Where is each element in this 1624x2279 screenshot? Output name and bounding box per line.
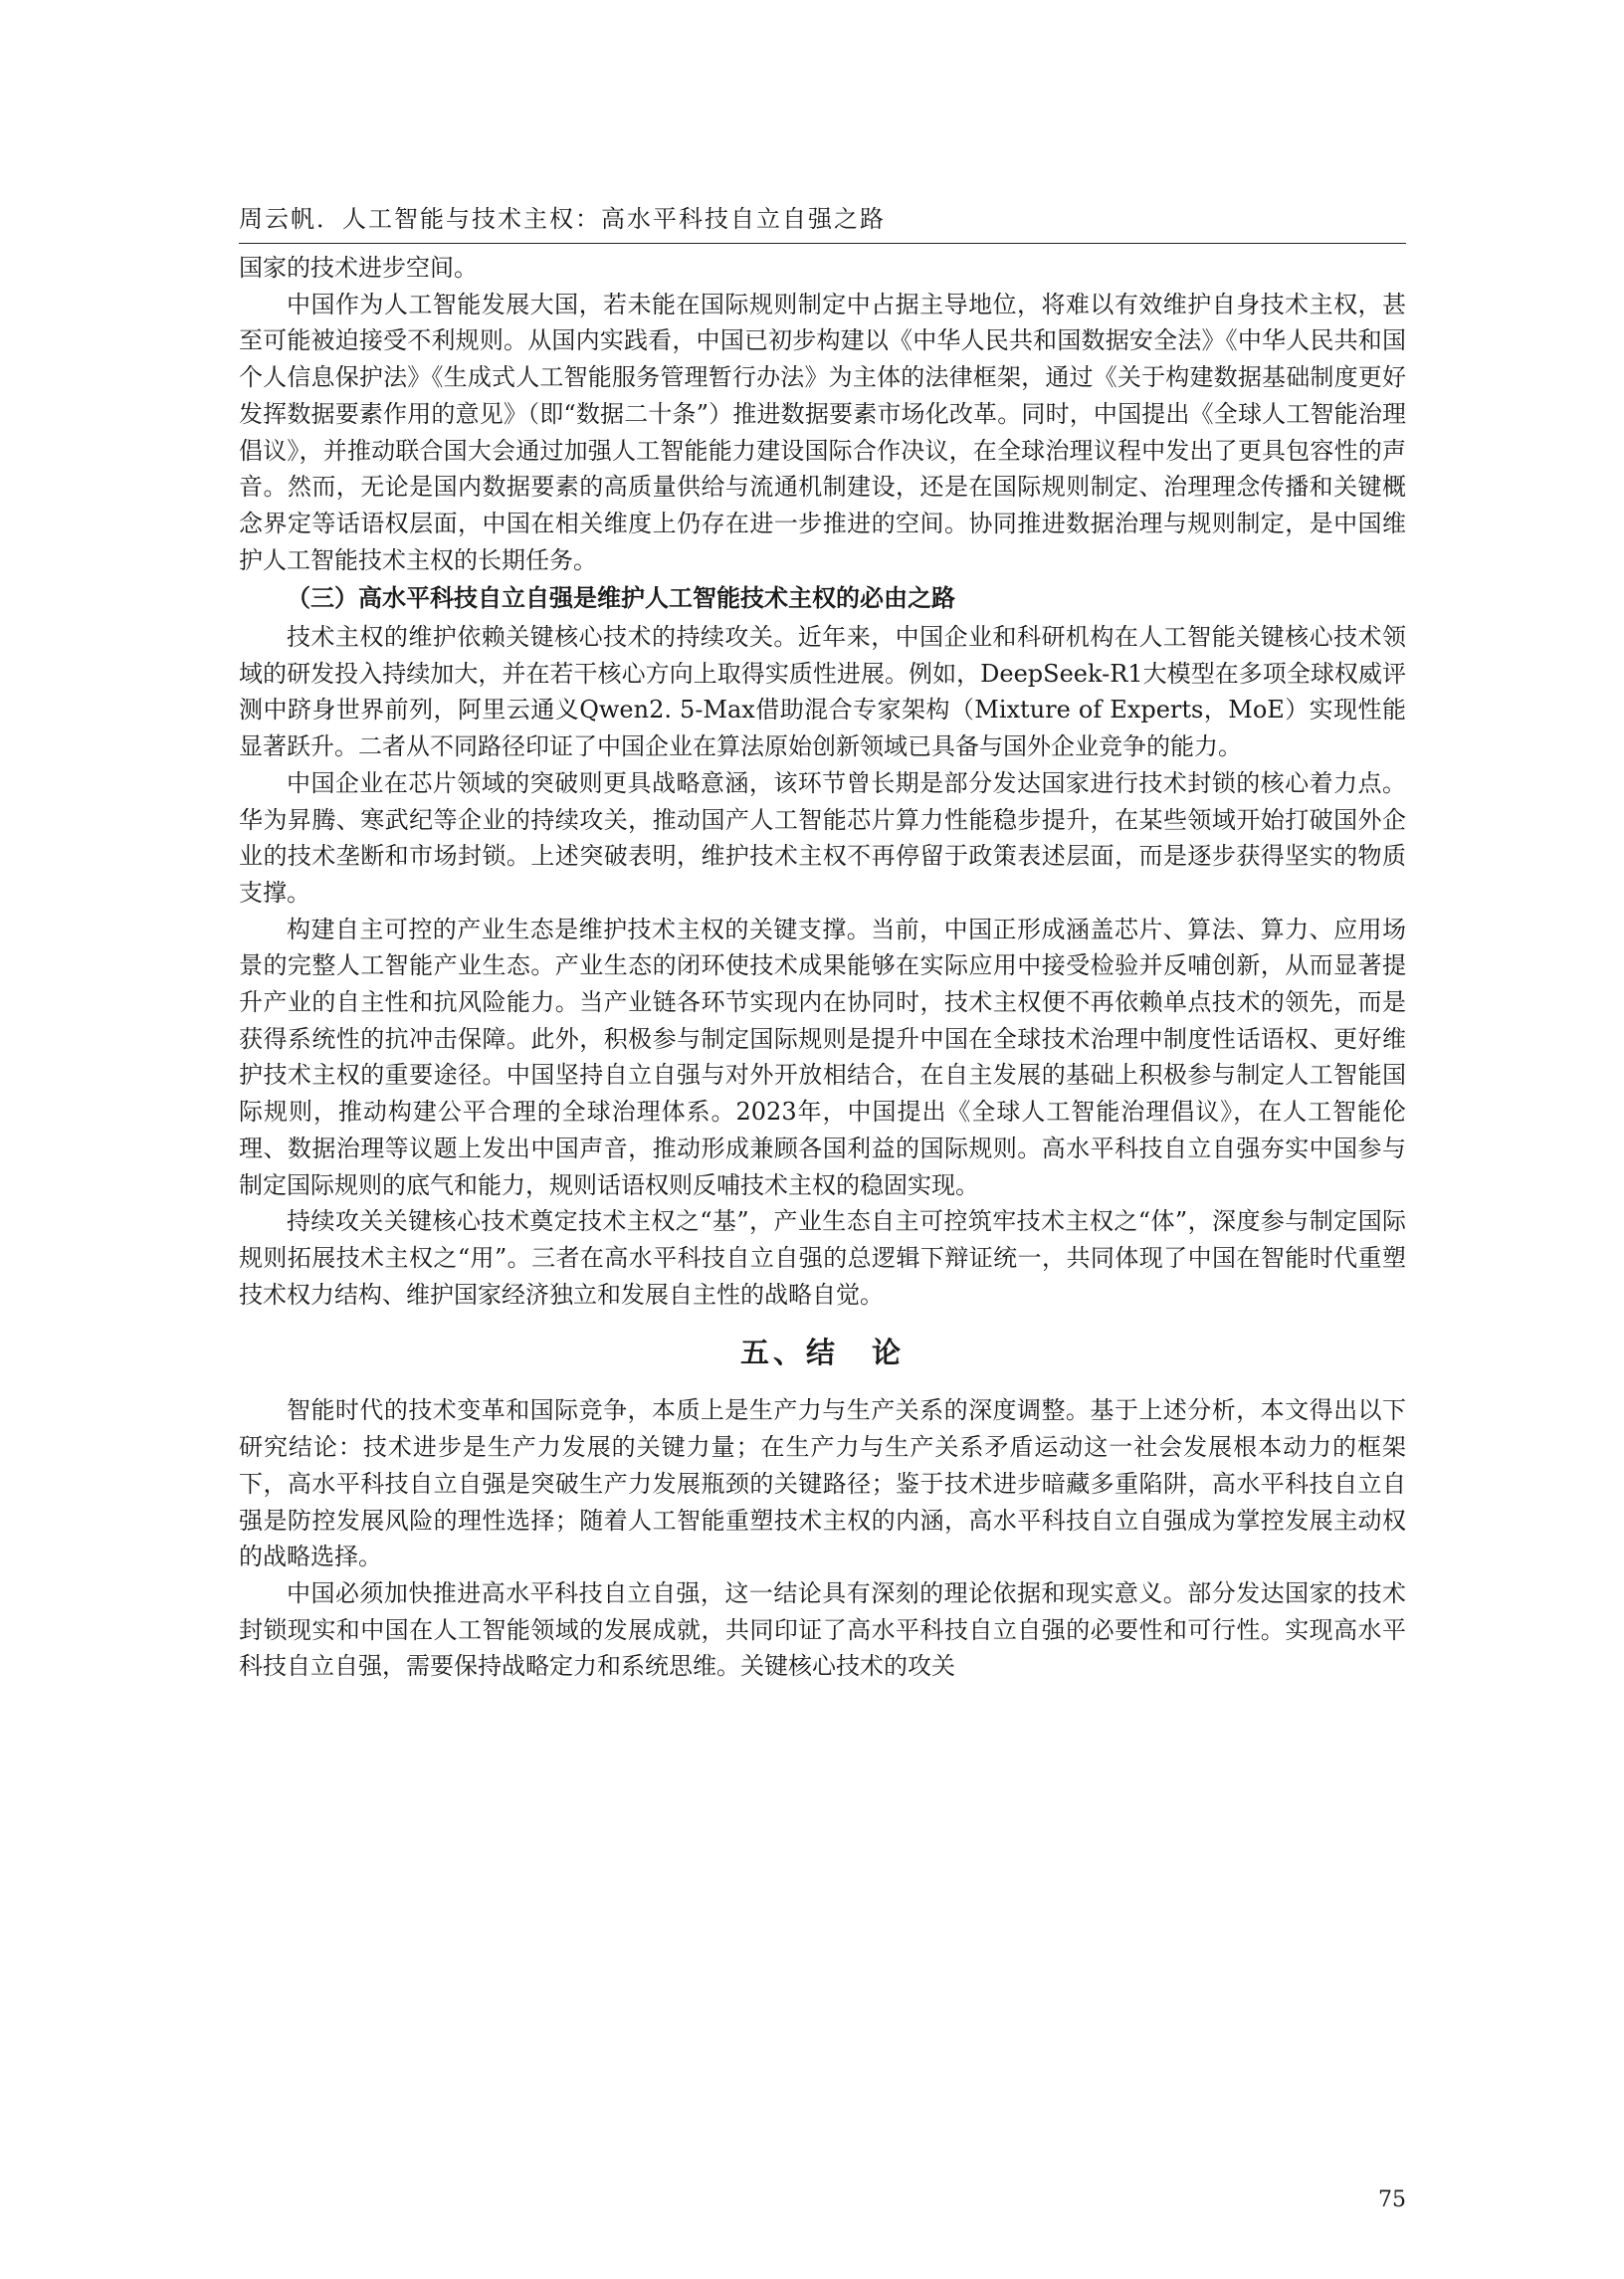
paragraph: 构建自主可控的产业生态是维护技术主权的关键支撑。当前，中国正形成涵盖芯片、算法、算力、应用场景的完整人工智能产业生态。产业生态的闭环使技术成果能够在实际应用中接受检验并反哺创新，从而显著提升产业的自主性和抗风险能力。当产业链各环节实现内在协同时，技术主权便不再依赖单点技术的领先，而是获得系统性的抗冲击保障。此外，积极参与制定国际规则是提升中国在全球技术治理中制度性话语权、更好维护技术主权的重要途径。中国坚持自立自强与对外开放相结合，在自主发展的基础上积极参与制定人工智能国际规则，推动构建公平合理的全球治理体系。2023年，中国提出《全球人工智能治理倡议》，在人工智能伦理、数据治理等议题上发出中国声音，推动形成兼顾各国利益的国际规则。高水平科技自立自强夯实中国参与制定国际规则的底气和能力，规则话语权则反哺技术主权的稳固实现。 (239, 915, 1406, 1199)
paragraph: 中国企业在芯片领域的突破则更具战略意涵，该环节曾长期是部分发达国家进行技术封锁的核心着力点。华为昇腾、寒武纪等企业的持续攻关，推动国产人工智能芯片算力性能稳步提升，在某些领域开始打破国外企业的技术垄断和市场封锁。上述突破表明，维护技术主权不再停留于政策表述层面，而是逐步获得坚实的物质支撑。 (239, 768, 1406, 907)
page-number: 75 (1378, 2187, 1406, 2212)
paragraph: 智能时代的技术变革和国际竞争，本质上是生产力与生产关系的深度调整。基于上述分析，本文得出以下研究结论：技术进步是生产力发展的关键力量；在生产力与生产关系矛盾运动这一社会发展根本动力的框架下，高水平科技自立自强是突破生产力发展瓶颈的关键路径；鉴于技术进步暗藏多重陷阱，高水平科技自立自强是防控发展风险的理性选择；随着人工智能重塑技术主权的内涵，高水平科技自立自强成为掌控发展主动权的战略选择。 (239, 1396, 1406, 1571)
section-title: 五、结 论 (739, 1336, 905, 1370)
paragraph: 中国必须加快推进高水平科技自立自强，这一结论具有深刻的理论依据和现实意义。部分发达国家的技术封锁现实和中国在人工智能领域的发展成就，共同印证了高水平科技自立自强的必要性和可行性。实现高水平科技自立自强，需要保持战略定力和系统思维。关键核心技术的攻关 (239, 1578, 1406, 1681)
paper-page (239, 199, 1406, 2239)
paragraph: 持续攻关关键核心技术奠定技术主权之“基”，产业生态自主可控筑牢技术主权之“体”，深度参与制定国际规则拓展技术主权之“用”。三者在高水平科技自立自强的总逻辑下辩证统一，共同体现了中国在智能时代重塑技术权力结构、维护国家经济独立和发展自主性的战略自觉。 (239, 1207, 1406, 1309)
subsection-title: （三）高水平科技自立自强是维护人工智能技术主权的必由之路 (287, 584, 955, 613)
paragraph-continued: 国家的技术进步空间。 (239, 254, 478, 282)
paragraph: 中国作为人工智能发展大国，若未能在国际规则制定中占据主导地位，将难以有效维护自身技术主权，甚至可能被迫接受不利规则。从国内实践看，中国已初步构建以《中华人民共和国数据安全法》《中华人民共和国个人信息保护法》《生成式人工智能服务管理暂行办法》为主体的法律框架，通过《关于构建数据基础制度更好发挥数据要素作用的意见》（即“数据二十条”）推进数据要素市场化改革。同时，中国提出《全球人工智能治理倡议》，并推动联合国大会通过加强人工智能能力建设国际合作决议，在全球治理议程中发出了更具包容性的声音。然而，无论是国内数据要素的高质量供给与流通机制建设，还是在国际规则制定、治理理念传播和关键概念界定等话语权层面，中国在相关维度上仍存在进一步推进的空间。协同推进数据治理与规则制定，是中国维护人工智能技术主权的长期任务。 (239, 290, 1406, 574)
paragraph: 技术主权的维护依赖关键核心技术的持续攻关。近年来，中国企业和科研机构在人工智能关键核心技术领域的研发投入持续加大，并在若干核心方向上取得实质性进展。例如，DeepSeek-R1大模型在多项全球权威评测中跻身世界前列，阿里云通义Qwen2. 5-Max借助混合专家架构（Mixture of Experts，MoE）实现性能显著跃升。二者从不同路径印证了中国企业在算法原始创新领域已具备与国外企业竞争的能力。 (239, 623, 1406, 761)
running-head: 周云帆．人工智能与技术主权：高水平科技自立自强之路 (239, 199, 1406, 244)
